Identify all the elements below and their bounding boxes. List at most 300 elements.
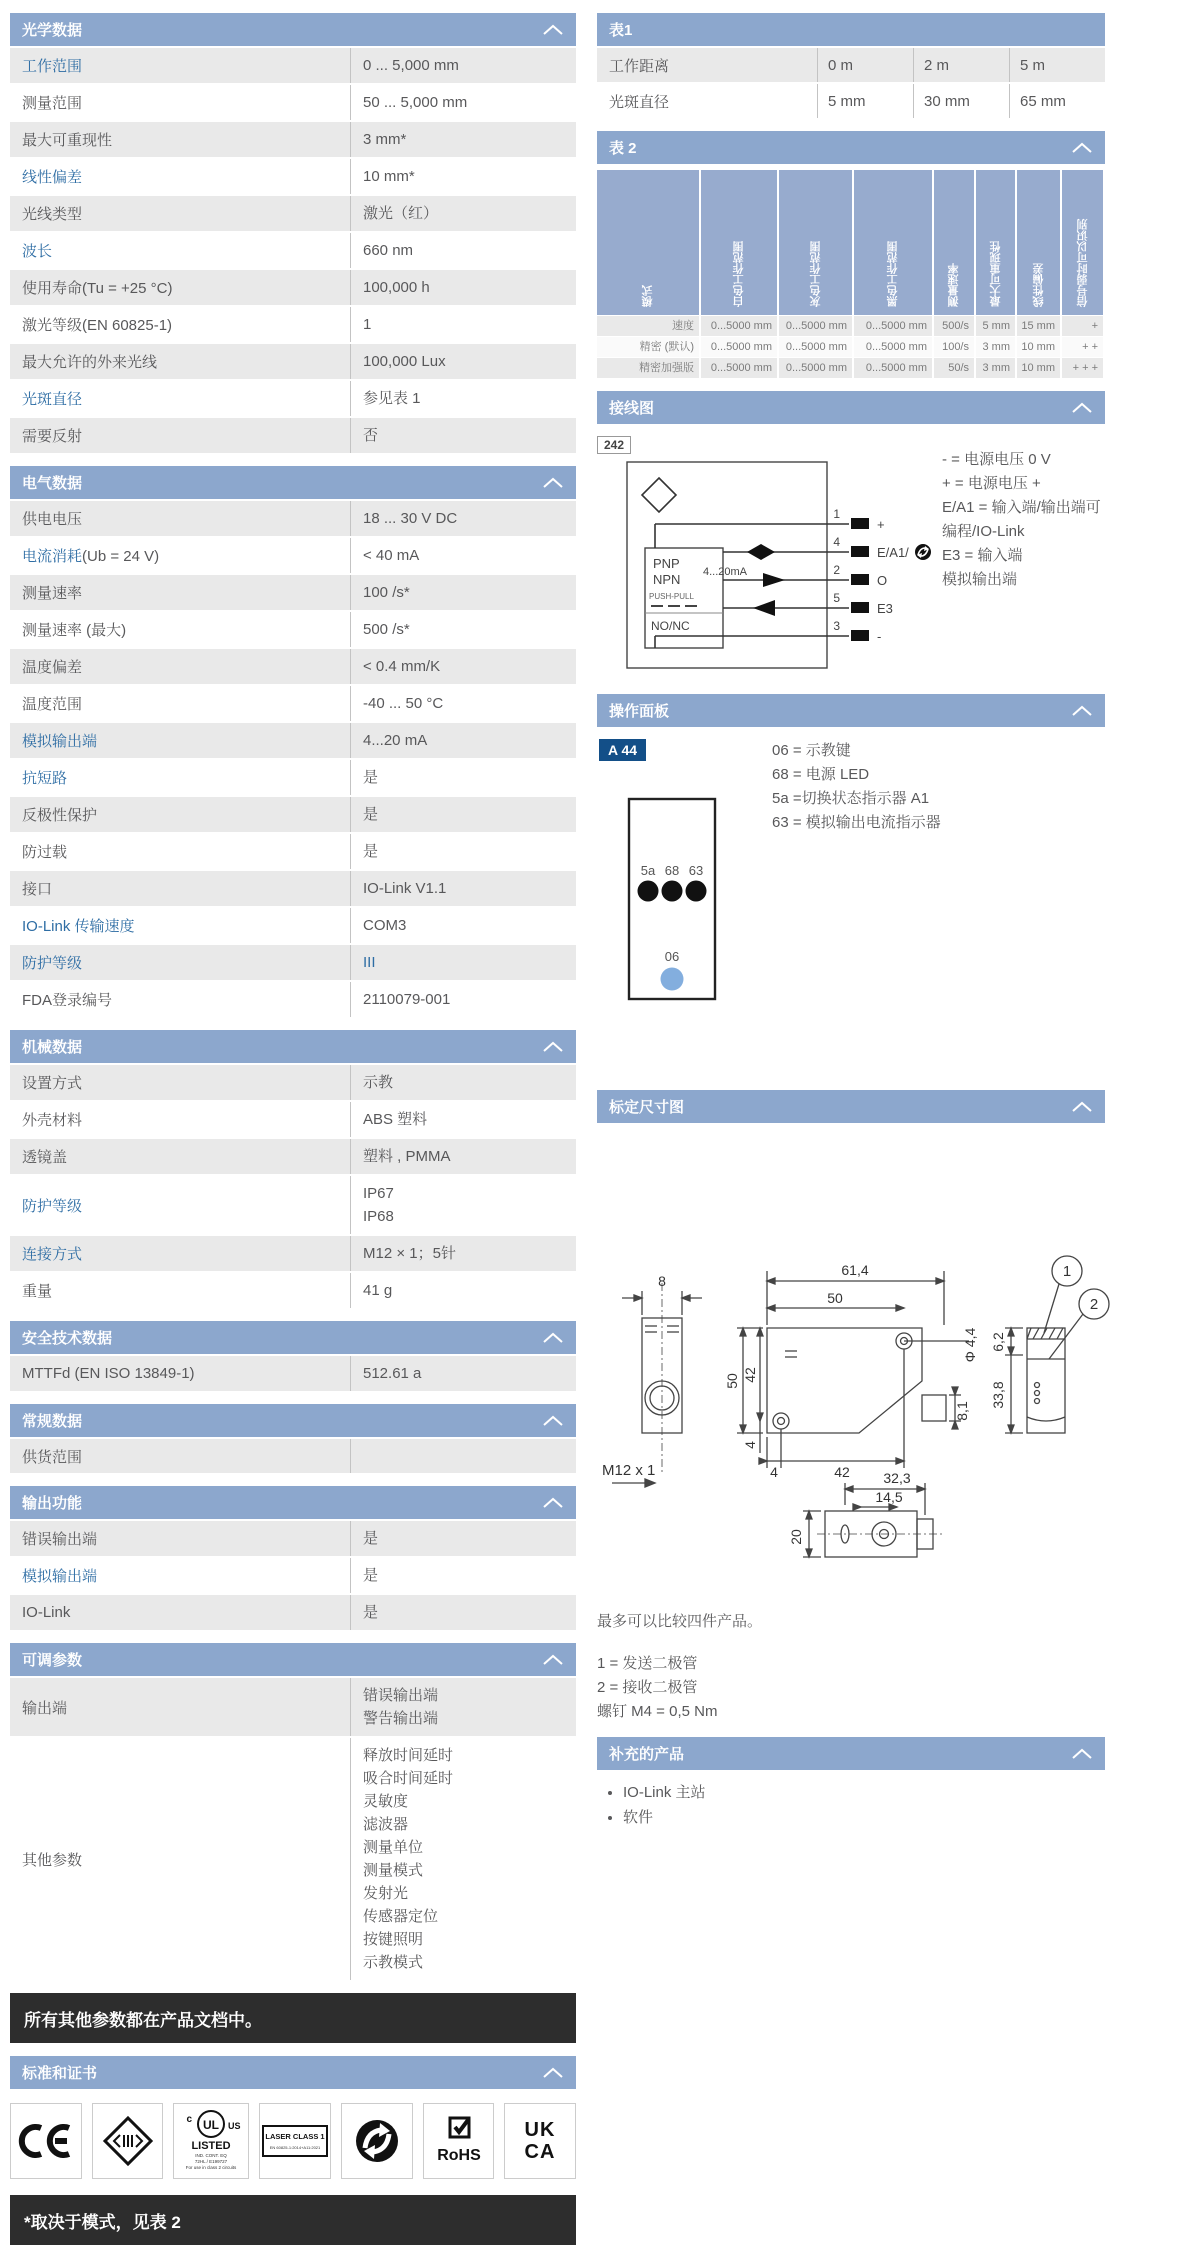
spec-value: 1: [363, 316, 372, 333]
spec-label-cell: [10, 1359, 350, 1388]
table1-cell: 65 mm: [1009, 84, 1105, 118]
supplements-title: 补充的产品: [609, 1746, 685, 1763]
spec-label-cell: [10, 1237, 350, 1270]
panel-device-block: [597, 739, 772, 1010]
section-panel: [597, 694, 1105, 1010]
section-header-bar[interactable]: [10, 1486, 576, 1519]
table2-column-label: 最大可重现性: [989, 241, 1002, 307]
spec-value-cell: [350, 538, 576, 573]
svg-text:UL: UL: [203, 2118, 220, 2132]
collapse-chevron-icon[interactable]: [542, 1654, 564, 1666]
section-title: 可调参数: [22, 1652, 83, 1669]
spec-value: 参见表 1: [363, 390, 421, 407]
spec-label: 测量范围: [22, 95, 83, 112]
section-supplements: [597, 1737, 1105, 1830]
spec-value: III: [363, 954, 376, 971]
svg-text:2: 2: [833, 563, 840, 577]
spec-label-link[interactable]: 电流消耗: [22, 548, 83, 565]
table2-cell: 10 mm: [1015, 358, 1060, 378]
spec-value-cell: [350, 686, 576, 721]
power-led-68: [662, 881, 683, 902]
panel-legend-line: 68 = 电源 LED: [772, 766, 870, 783]
spec-label-link[interactable]: 模拟输出端: [22, 733, 98, 750]
table2-column-header: [777, 170, 852, 315]
spec-label-cell: [10, 1691, 350, 1724]
spec-value: 是: [363, 1530, 379, 1547]
svg-text:M12 x 1: M12 x 1: [602, 1462, 656, 1479]
spec-row: [10, 1595, 576, 1630]
section-header-bar[interactable]: [10, 1643, 576, 1676]
wiring-header-bar[interactable]: [597, 391, 1105, 424]
figures-column: [597, 13, 1105, 1843]
teach-button: [661, 968, 684, 991]
svg-text:E/A1/: E/A1/: [877, 545, 909, 560]
spec-label: (Ub = 24 V): [82, 548, 160, 565]
spec-row: [10, 649, 576, 684]
section-5: [10, 1486, 576, 1630]
table1-cell: 2 m: [913, 48, 1009, 82]
svg-text:8: 8: [658, 1273, 666, 1289]
table2-cell: 15 mm: [1015, 316, 1060, 336]
cul-us-listed-logo: [173, 2103, 249, 2179]
svg-text:72HL / E199727: 72HL / E199727: [195, 2159, 228, 2164]
table2-column-label: 白色工作范围: [733, 241, 745, 307]
spec-label-cell: [10, 234, 350, 267]
spec-row: [10, 1678, 576, 1736]
spec-label-cell: [10, 835, 350, 868]
spec-value-cell: [350, 1356, 576, 1391]
svg-text:EN 60825-1:2014+A11:2021: EN 60825-1:2014+A11:2021: [269, 2145, 321, 2150]
spec-value: 按键照明: [363, 1931, 424, 1948]
collapse-chevron-icon[interactable]: [542, 24, 564, 36]
spec-row: [10, 871, 576, 906]
table1-row: [597, 84, 1105, 118]
table1-cell: 5 mm: [817, 84, 913, 118]
spec-row: [10, 270, 576, 305]
spec-label-link[interactable]: 防护等级: [22, 1197, 83, 1215]
spec-row: [10, 418, 576, 453]
spec-row: [10, 1738, 576, 1980]
svg-text:4: 4: [833, 535, 840, 549]
svg-text:RoHS: RoHS: [436, 2147, 481, 2164]
wiring-title: 接线图: [609, 400, 655, 417]
section-header-bar[interactable]: [10, 466, 576, 499]
collapse-chevron-icon[interactable]: [1071, 402, 1093, 414]
table2-cell: 0...5000 mm: [777, 358, 852, 378]
dims-legend-line: 1 = 发送二极管: [597, 1655, 698, 1672]
spec-label: 防过载: [22, 844, 68, 861]
spec-value-cell: [350, 233, 576, 268]
svg-text:NPN: NPN: [653, 572, 681, 587]
collapse-chevron-icon[interactable]: [542, 477, 564, 489]
svg-text:5a: 5a: [640, 863, 656, 878]
laser-class-1-logo: [259, 2103, 331, 2179]
collapse-chevron-icon[interactable]: [1071, 1101, 1093, 1113]
table1-header-bar: [597, 13, 1105, 46]
table2-cell: 速度: [597, 316, 699, 336]
panel-title: 操作面板: [609, 703, 670, 720]
certificates-header-bar[interactable]: [10, 2056, 576, 2089]
table2-cell: 500/s: [932, 316, 974, 336]
io-link-icon: [915, 544, 931, 560]
spec-label-cell: [10, 650, 350, 683]
section-header-bar[interactable]: [10, 13, 576, 46]
spec-value-cell: [350, 1273, 576, 1308]
spec-value-cell: [350, 344, 576, 379]
table2-cell: 0...5000 mm: [699, 316, 777, 336]
spec-value-cell: [350, 1678, 576, 1736]
spec-label-link[interactable]: 抗短路: [22, 770, 68, 787]
spec-row: [10, 1356, 576, 1391]
dims-legend-line: 2 = 接收二极管: [597, 1679, 698, 1696]
spec-value-cell: [350, 575, 576, 610]
svg-text:2: 2: [1089, 1296, 1099, 1313]
svg-text:PNP: PNP: [653, 556, 680, 571]
spec-value-cell: [350, 418, 576, 453]
table1-cell: 30 mm: [913, 84, 1009, 118]
spec-row: [10, 233, 576, 268]
spec-value: 512.61 a: [363, 1365, 422, 1382]
section-title: 光学数据: [22, 22, 83, 39]
table2-cell: 0...5000 mm: [852, 316, 932, 336]
svg-text:LASER CLASS 1: LASER CLASS 1: [265, 2132, 325, 2141]
spec-value-cell: [350, 48, 576, 83]
spec-value: IO-Link V1.1: [363, 880, 447, 897]
svg-text:For use in class 2 circuits: For use in class 2 circuits: [186, 2165, 237, 2170]
table1: [597, 48, 1105, 118]
section-title: 电气数据: [22, 475, 83, 492]
collapse-chevron-icon[interactable]: [542, 1497, 564, 1509]
section-0: [10, 13, 576, 453]
spec-value-cell: [350, 1236, 576, 1271]
params-note-bar: [10, 1993, 576, 2043]
table2-cell: 精密 (默认): [597, 337, 699, 357]
spec-value: 否: [363, 427, 379, 444]
spec-label: 设置方式: [22, 1075, 83, 1092]
spec-label-link[interactable]: 线性偏差: [22, 169, 83, 186]
spec-row: [10, 1139, 576, 1174]
spec-value: 10 mm*: [363, 168, 415, 185]
spec-value: 是: [363, 1604, 379, 1621]
spec-value: 是: [363, 806, 379, 823]
svg-text:4...20mA: 4...20mA: [702, 566, 748, 578]
table2-row: [597, 358, 1105, 378]
spec-label: 错误输出端: [22, 1531, 98, 1548]
svg-text:33,8: 33,8: [990, 1381, 1006, 1409]
section-header-bar[interactable]: [10, 1404, 576, 1437]
spec-value: -40 ... 50 °C: [363, 695, 444, 712]
svg-text:50: 50: [827, 1290, 843, 1306]
spec-label: MTTFd (EN ISO 13849-1): [22, 1365, 195, 1382]
collapse-chevron-icon[interactable]: [542, 1041, 564, 1053]
spec-value: IP67: [363, 1185, 394, 1202]
certificates-title: 标准和证书: [22, 2065, 98, 2082]
svg-text:4: 4: [742, 1441, 758, 1449]
spec-row: [10, 538, 576, 573]
table2-header-bar[interactable]: [597, 131, 1105, 164]
spec-label-cell: [10, 419, 350, 452]
spec-value: 是: [363, 843, 379, 860]
rohs-logo: [423, 2103, 495, 2179]
spec-label: 输出端: [22, 1699, 68, 1717]
spec-value-cell: [350, 159, 576, 194]
spec-label-cell: [10, 687, 350, 720]
table1-row-label: 光斑直径: [609, 93, 670, 111]
table2-column-header: [1060, 170, 1103, 315]
spec-label-link[interactable]: 连接方式: [22, 1246, 83, 1263]
table2-column-header: [699, 170, 777, 315]
spec-value-cell: [350, 834, 576, 869]
table2-cell: +: [1060, 316, 1103, 336]
spec-value-cell: [350, 945, 576, 980]
spec-label-cell: [10, 1274, 350, 1307]
table2-cell: 0...5000 mm: [777, 316, 852, 336]
table1-title: 表1: [609, 22, 633, 39]
panel-legend: [772, 739, 941, 1010]
table2-column-header: [1015, 170, 1060, 315]
analog-led-63: [686, 881, 707, 902]
section-title: 常规数据: [22, 1413, 83, 1430]
spec-label-cell: [10, 576, 350, 609]
spec-row: [10, 122, 576, 157]
collapse-chevron-icon[interactable]: [542, 1415, 564, 1427]
spec-label-cell: [10, 382, 350, 415]
dims-header-bar[interactable]: [597, 1090, 1105, 1123]
svg-text:8,1: 8,1: [954, 1401, 970, 1421]
table2-cell: 50/s: [932, 358, 974, 378]
spec-value: 100,000 Lux: [363, 353, 446, 370]
table2-column-header: [597, 170, 699, 315]
section-dimensions: [597, 1090, 1105, 1724]
spec-value: ABS 塑料: [363, 1111, 428, 1128]
spec-label-cell: [10, 983, 350, 1016]
svg-text:50: 50: [724, 1373, 740, 1389]
collapse-chevron-icon[interactable]: [542, 1332, 564, 1344]
spec-value-cell: [350, 196, 576, 231]
spec-value-cell: [350, 649, 576, 684]
spec-value: 警告输出端: [363, 1710, 439, 1727]
spec-label-cell: [10, 1843, 350, 1876]
spec-label-link[interactable]: 光斑直径: [22, 391, 83, 408]
spec-value-cell: [350, 270, 576, 305]
section-certificates: [10, 2056, 576, 2179]
spec-label-cell: [10, 1189, 350, 1222]
spec-row: [10, 381, 576, 416]
spec-label-link[interactable]: 工作范围: [22, 58, 83, 75]
spec-label: 接口: [22, 881, 53, 898]
svg-text:68: 68: [664, 863, 680, 878]
spec-row: [10, 1558, 576, 1593]
svg-text:CA: CA: [524, 2141, 556, 2163]
spec-value: 4...20 mA: [363, 732, 428, 749]
footnote-text: *取决于模式，见表 2: [24, 2212, 181, 2232]
spec-value: 测量单位: [363, 1839, 424, 1856]
spec-label: 测量速率 (最大): [22, 622, 127, 639]
supplement-item[interactable]: • 软件: [623, 1805, 1105, 1830]
spec-label: 重量: [22, 1283, 53, 1300]
spec-row: [10, 85, 576, 120]
spec-row: [10, 945, 576, 980]
spec-label-cell: [10, 345, 350, 378]
spec-label: 其他参数: [22, 1851, 83, 1869]
supplement-item[interactable]: • IO-Link 主站: [623, 1780, 1105, 1805]
table2-cell: 0...5000 mm: [777, 337, 852, 357]
supplements-header-bar[interactable]: [597, 1737, 1105, 1770]
svg-text:42: 42: [742, 1367, 758, 1383]
collapse-chevron-icon[interactable]: [542, 2067, 564, 2079]
spec-value-cell: [350, 612, 576, 647]
panel-header-bar[interactable]: [597, 694, 1105, 727]
spec-label-cell: [10, 1598, 350, 1627]
spec-value: 激光（红）: [363, 205, 439, 222]
spec-value: < 40 mA: [363, 547, 420, 564]
spec-row: [10, 723, 576, 758]
svg-text:4: 4: [770, 1464, 778, 1480]
section-1: [10, 466, 576, 1017]
panel-content: [597, 727, 1105, 1010]
spec-label: 供电电压: [22, 511, 83, 528]
collapse-chevron-icon[interactable]: [1071, 142, 1093, 154]
spec-row: [10, 1521, 576, 1556]
section-wiring: [597, 391, 1105, 681]
spec-label-link[interactable]: 模拟输出端: [22, 1568, 98, 1585]
spec-label-cell: [10, 613, 350, 646]
spec-value: 滤波器: [363, 1816, 409, 1833]
spec-label-cell: [10, 946, 350, 979]
spec-label-link[interactable]: 防护等级: [22, 955, 83, 972]
spec-label-cell: [10, 1440, 350, 1473]
table1-cell: 0 m: [817, 48, 913, 82]
spec-row: [10, 196, 576, 231]
spec-column: [10, 13, 576, 2245]
ce-mark-logo: [10, 2103, 82, 2179]
table2: [597, 170, 1105, 378]
spec-label-cell: [10, 308, 350, 341]
table2-cell: 100/s: [932, 337, 974, 357]
section-header-bar[interactable]: [10, 1321, 576, 1354]
spec-value-cell: [350, 122, 576, 157]
spec-label: 反极性保护: [22, 807, 98, 824]
spec-value-cell: [350, 1558, 576, 1593]
panel-legend-line: 06 = 示教键: [772, 742, 851, 759]
wiring-legend: [942, 434, 1105, 681]
table1-row: [597, 48, 1105, 82]
certificate-logos: [10, 2103, 576, 2179]
table2-cell: 5 mm: [974, 316, 1015, 336]
spec-value-cell: [350, 1738, 576, 1980]
spec-row: [10, 908, 576, 943]
table2-column-label: 信号弱时可以识别: [1076, 219, 1089, 307]
table2-cell: 3 mm: [974, 337, 1015, 357]
svg-text:42: 42: [834, 1464, 850, 1480]
table2-column-label: 模式: [642, 285, 654, 307]
svg-text:Φ 4,4: Φ 4,4: [962, 1327, 978, 1363]
collapse-chevron-icon[interactable]: [1071, 705, 1093, 717]
spec-value: 是: [363, 769, 379, 786]
spec-row: [10, 797, 576, 832]
spec-value-cell: [350, 1102, 576, 1137]
ukca-logo: [504, 2103, 576, 2179]
svg-text:-: -: [877, 629, 882, 644]
table2-cell: 0...5000 mm: [852, 358, 932, 378]
spec-value: 测量模式: [363, 1862, 424, 1879]
table2-cell: 10 mm: [1015, 337, 1060, 357]
svg-text:61,4: 61,4: [841, 1262, 869, 1278]
svg-text:3: 3: [833, 619, 840, 633]
svg-text:O: O: [877, 573, 888, 588]
table2-cell: 3 mm: [974, 358, 1015, 378]
collapse-chevron-icon[interactable]: [1071, 1748, 1093, 1760]
spec-value-cell: [350, 501, 576, 536]
spec-value-cell: [350, 1139, 576, 1174]
wiring-schematic: [597, 458, 942, 676]
section-6: [10, 1643, 576, 1980]
spec-label: 供货范围: [22, 1448, 83, 1466]
spec-value-cell: [350, 307, 576, 342]
spec-label: 激光等级(EN 60825-1): [22, 317, 173, 334]
spec-value: 3 mm*: [363, 131, 407, 148]
spec-label: 温度偏差: [22, 659, 83, 676]
table2-cell: 0...5000 mm: [852, 337, 932, 357]
spec-row: [10, 1439, 576, 1473]
spec-label-link[interactable]: 波长: [22, 243, 53, 260]
wiring-diagram: [597, 434, 942, 681]
spec-label-cell: [10, 1066, 350, 1099]
spec-label: FDA登录编号: [22, 992, 113, 1009]
spec-label-link[interactable]: IO-Link 传输速度: [22, 918, 135, 935]
section-header-bar[interactable]: [10, 1030, 576, 1063]
svg-text:PUSH-PULL: PUSH-PULL: [649, 592, 694, 601]
spec-label-cell: [10, 502, 350, 535]
spec-value-cell: [350, 797, 576, 832]
section-table2: [597, 131, 1105, 378]
wiring-figure-ref: 242: [597, 436, 631, 454]
spec-value-cell: [350, 982, 576, 1017]
spec-value: IP68: [363, 1208, 394, 1225]
svg-text:NO/NC: NO/NC: [651, 619, 690, 633]
spec-label-cell: [10, 798, 350, 831]
panel-legend-line: 5a =切换状态指示器 A1: [772, 790, 930, 807]
table2-column-label: 线性偏差: [1032, 263, 1045, 307]
spec-row: [10, 575, 576, 610]
spec-value: 500 /s*: [363, 621, 410, 638]
spec-row: [10, 48, 576, 83]
section-title: 安全技术数据: [22, 1330, 113, 1347]
svg-text:LISTED: LISTED: [191, 2140, 231, 2152]
spec-value-cell: [350, 1521, 576, 1556]
panel-device-drawing: [625, 795, 721, 1005]
spec-row: [10, 159, 576, 194]
table2-cell: + + +: [1060, 358, 1103, 378]
table2-column-header: [932, 170, 974, 315]
table2-column-label: 灰色工作范围: [809, 241, 822, 307]
table2-title: 表 2: [609, 140, 637, 157]
spec-value-cell: [350, 1065, 576, 1100]
svg-text:63: 63: [688, 863, 704, 878]
dimension-drawing: [597, 1123, 1105, 1591]
spec-value: 41 g: [363, 1282, 393, 1299]
table2-row: [597, 337, 1105, 357]
table2-column-label: 黑色工作范围: [887, 241, 899, 307]
spec-value: 0 ... 5,000 mm: [363, 57, 459, 74]
spec-row: [10, 1273, 576, 1308]
table2-cell: 0...5000 mm: [699, 337, 777, 357]
panel-figure-badge: A 44: [599, 739, 646, 761]
spec-value-cell: [350, 760, 576, 795]
svg-text:32,3: 32,3: [883, 1470, 911, 1486]
wiring-legend-line: + = 电源电压 +: [942, 475, 1041, 492]
spec-label: 使用寿命(Tu = +25 °C): [22, 280, 173, 297]
